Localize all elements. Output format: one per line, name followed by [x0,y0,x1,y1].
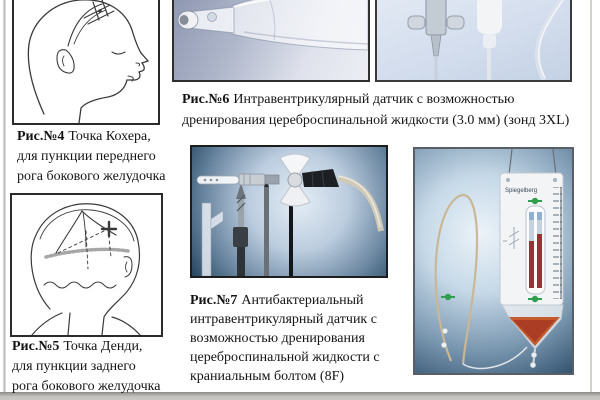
fig7-caption-line2: интравентрикулярный датчик с [190,312,377,327]
fig5-sketch-box [10,193,163,337]
fig7-caption-line1: Рис.№7 Антибактериальный [190,293,364,308]
fig7-caption-line4: цереброспинальной жидкости с [190,350,380,365]
fig6-caption-line2: дренирования цереброспинальной жидкости (3.0 мм) (зонд 3XL) [182,113,570,128]
fig6-caption [182,89,584,131]
head-back-sketch [12,195,161,335]
fig6-caption-line1: Рис.№6 Интравентрикулярный датчик с возможностью [182,92,515,107]
fig4-label: Рис.№4 [17,129,65,144]
fig7-caption [190,291,408,386]
fig5-caption-line3: рога бокового желудочка [12,379,161,394]
fig5-caption [12,337,187,397]
fig4-caption-line2: для пункции переднего [17,149,156,164]
fig5-caption-line2: для пункции заднего [12,359,136,374]
fig5-label: Рис.№5 [12,339,60,354]
photo-drainage-system [413,147,574,375]
head-profile-sketch [14,0,158,123]
fig4-caption-line3: рога бокового желудочка [17,169,166,184]
fig5-caption-line1: Рис.№5 Точка Денди, [12,339,143,354]
drainage-brand-label: Spiegelberg [505,188,538,194]
fig7-label: Рис.№7 [190,293,238,308]
drainage-system-image [415,149,572,373]
photo-cranial-bolt [190,145,388,278]
catheter-tip-image [174,0,368,80]
connectors-image [377,0,570,80]
fig4-sketch-box [12,0,160,125]
cranial-bolt-image [192,147,386,276]
photo-connectors [375,0,572,82]
fig6-label: Рис.№6 [182,92,230,107]
fig7-caption-line3: возможностью дренирования [190,331,365,346]
photo-catheter-tip [172,0,370,82]
page-left-edge-line [3,0,6,392]
fig4-caption-line1: Рис.№4 Точка Кохера, [17,129,151,144]
fig7-caption-line5: краниальным болтом (8F) [190,369,345,384]
fig4-caption [17,127,187,187]
page-right-edge-line [590,0,592,392]
